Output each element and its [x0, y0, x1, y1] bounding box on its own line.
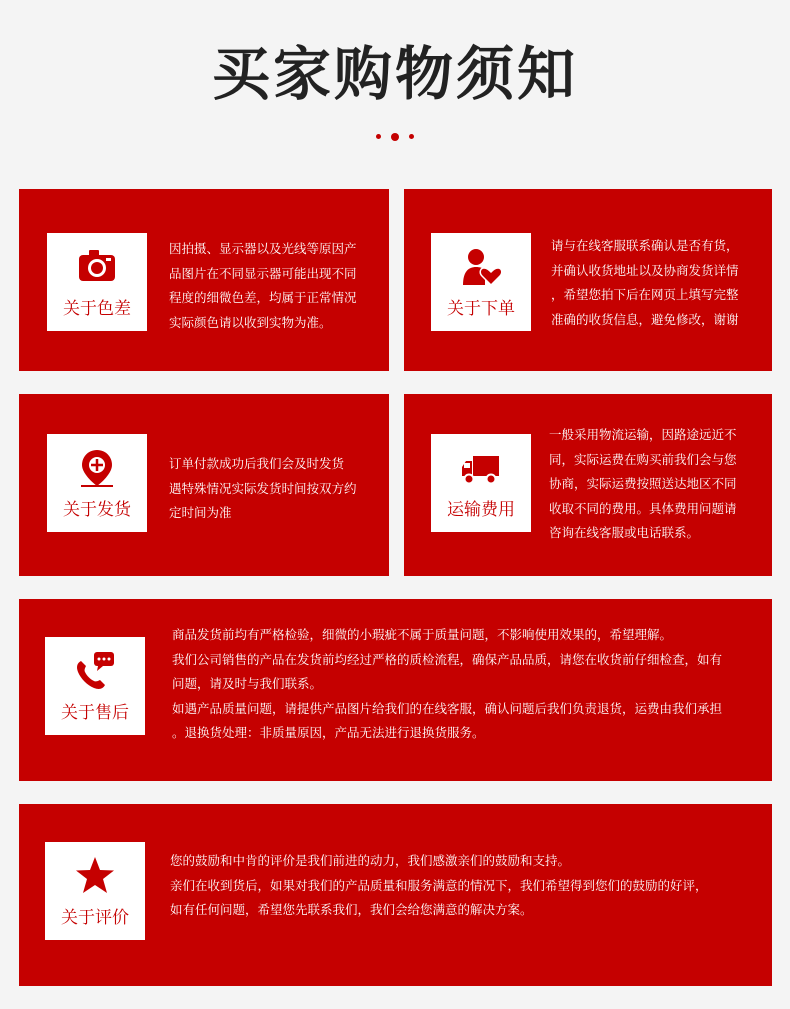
section-freight — [404, 394, 772, 576]
section-text — [170, 849, 708, 923]
divider-dot — [376, 134, 381, 139]
text-line: 因拍摄、显示器以及光线等原因产 — [169, 241, 357, 256]
section-label: 关于评价 — [61, 908, 129, 928]
section-ordering — [404, 189, 772, 371]
divider-dot — [391, 133, 399, 141]
text-line: 如遇产品质量问题，请提供产品图片给我们的在线客服，确认问题后我们负责退货，运费由我们承担 — [172, 700, 723, 716]
section-label: 关于下单 — [447, 299, 515, 319]
section-reviews — [19, 804, 772, 986]
section-label: 关于售后 — [61, 703, 129, 723]
section-text — [549, 423, 737, 546]
text-line: 协商，实际运费按照送达地区不同 — [549, 476, 737, 491]
section-badge — [431, 434, 531, 532]
text-line: 准确的收货信息，避免修改，谢谢 — [551, 311, 739, 327]
text-line: 请与在线客服联系确认是否有货， — [551, 238, 739, 253]
section-after-sales — [19, 599, 772, 781]
section-label: 关于色差 — [63, 299, 131, 319]
text-line: 实际颜色请以收到实物为准。 — [169, 314, 332, 330]
section-badge — [45, 842, 145, 940]
section-label: 运输费用 — [447, 500, 515, 520]
truck-icon — [461, 448, 501, 488]
text-line: 并确认收货地址以及协商发货详情 — [551, 262, 739, 278]
divider-dot — [409, 134, 414, 139]
text-line: 订单付款成功后我们会及时发货 — [169, 456, 345, 471]
location-pin-icon — [77, 448, 117, 488]
section-color-difference — [19, 189, 389, 371]
text-line: 定时间为准 — [169, 505, 232, 520]
section-shipping — [19, 394, 389, 576]
page-title: 买家购物须知 — [211, 40, 578, 108]
title-divider-dots — [0, 130, 790, 142]
text-line: 遇特殊情况实际发货时间按双方约 — [169, 480, 357, 496]
section-text — [551, 234, 739, 332]
text-line: 商品发货前均有严格检验，细微的小瑕疵不属于质量问题，不影响使用效果的，希望理解。 — [172, 627, 673, 642]
text-line: 一般采用物流运输，因路途远近不 — [549, 427, 737, 442]
section-badge — [47, 434, 147, 532]
section-text — [169, 452, 357, 526]
text-line: 亲们在收到货后，如果对我们的产品质量和服务满意的情况下，我们希望得到您们的鼓励的好评， — [170, 877, 708, 893]
text-line: 同，实际运费在购买前我们会与您 — [549, 451, 737, 467]
text-line: 如有任何问题，希望您先联系我们，我们会给您满意的解决方案。 — [170, 902, 533, 917]
section-badge — [47, 233, 147, 331]
phone-chat-icon — [75, 651, 115, 691]
section-badge — [45, 637, 145, 735]
text-line: 品图片在不同显示器可能出现不同 — [169, 265, 357, 281]
section-badge — [431, 233, 531, 331]
section-text — [172, 623, 722, 746]
text-line: 。退换货处理：非质量原因，产品无法进行退换货服务。 — [172, 725, 485, 740]
text-line: 您的鼓励和中肯的评价是我们前进的动力，我们感激亲们的鼓励和支持。 — [170, 853, 571, 868]
text-line: 问题，请及时与我们联系。 — [172, 676, 323, 691]
text-line: 程度的细微色差，均属于正常情况 — [169, 290, 357, 305]
camera-icon — [77, 247, 117, 287]
text-line: 咨询在线客服或电话联系。 — [549, 525, 700, 540]
text-line: 我们公司销售的产品在发货前均经过严格的质检流程，确保产品品质，请您在收货前仔细检查，如有 — [172, 651, 723, 667]
text-line: 收取不同的费用。具体费用问题请 — [549, 500, 737, 516]
user-heart-icon — [461, 247, 501, 287]
section-label: 关于发货 — [63, 500, 131, 520]
section-text — [169, 237, 357, 335]
star-icon — [75, 856, 115, 896]
text-line: ，希望您拍下后在网页上填写完整 — [551, 287, 739, 302]
